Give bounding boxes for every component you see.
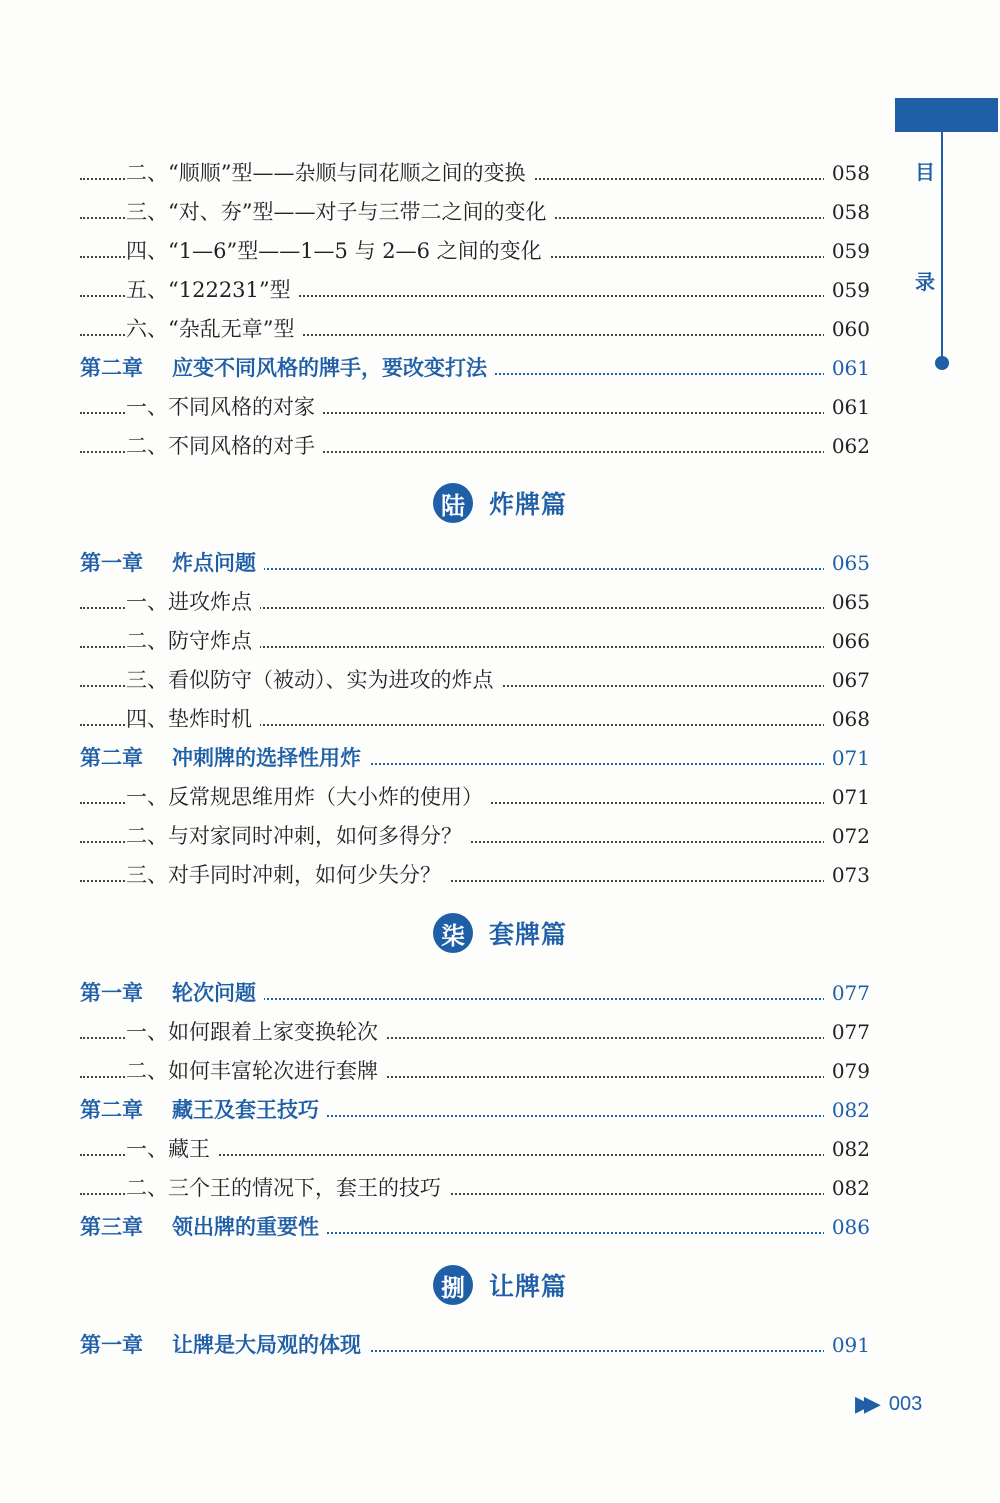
toc-section-entry[interactable] [0, 584, 1000, 620]
double-chevron-icon: ▶▶ [855, 1392, 873, 1417]
chapter-title: 炸点问题 [172, 551, 256, 575]
part-heading [0, 1265, 1000, 1309]
toc-page-number: 065 [824, 545, 870, 581]
toc-page-number: 077 [824, 975, 870, 1011]
toc-page-number: 079 [824, 1053, 870, 1089]
part-title: 套牌篇 [488, 920, 567, 949]
toc-entry-label: 一、反常规思维用炸（大小炸的使用） [126, 779, 491, 815]
toc-section-entry[interactable] [0, 623, 1000, 659]
side-tab-char: 录 [915, 270, 935, 294]
part-heading [0, 913, 1000, 957]
toc-page-number: 058 [824, 194, 870, 230]
toc-page-number: 072 [824, 818, 870, 854]
toc-entry-label: 二、如何丰富轮次进行套牌 [126, 1053, 386, 1089]
toc-page-number: 082 [824, 1170, 870, 1206]
toc-page-number: 062 [824, 428, 870, 464]
toc-section-entry[interactable] [0, 194, 1000, 230]
part-heading-inner [433, 483, 567, 523]
toc-entry-label: 四、“1—6”型——1—5 与 2—6 之间的变化 [126, 233, 550, 269]
chapter-title: 藏王及套王技巧 [172, 1098, 319, 1122]
toc-section-entry[interactable] [0, 233, 1000, 269]
chapter-title: 冲刺牌的选择性用炸 [172, 746, 361, 770]
chapter-title: 领出牌的重要性 [172, 1215, 319, 1239]
toc-entry-label: 三、对手同时冲刺，如何少失分？ [126, 857, 449, 893]
toc-page-number: 071 [824, 740, 870, 776]
toc-entry-label [80, 1209, 327, 1245]
toc-section-entry[interactable] [0, 428, 1000, 464]
chapter-number: 第二章 [80, 356, 143, 380]
chapter-number: 第一章 [80, 551, 143, 575]
toc-page-number: 059 [824, 272, 870, 308]
toc-entry-label: 五、“122231”型 [126, 272, 299, 308]
toc-section-entry[interactable] [0, 779, 1000, 815]
toc-entry-label [80, 545, 264, 581]
toc-entry-label: 六、“杂乱无章”型 [126, 311, 302, 347]
chapter-number: 第二章 [80, 746, 143, 770]
toc-page-number: 082 [824, 1092, 870, 1128]
part-heading-inner [433, 1265, 567, 1305]
toc-entry-label: 二、“顺顺”型——杂顺与同花顺之间的变换 [126, 155, 533, 191]
toc-entry-label [80, 975, 264, 1011]
page-footer [855, 1392, 922, 1417]
toc-page-number: 060 [824, 311, 870, 347]
part-title: 让牌篇 [488, 1272, 567, 1301]
toc-page-number: 067 [824, 662, 870, 698]
toc-chapter-entry[interactable] [0, 545, 1000, 581]
toc-section-entry[interactable] [0, 389, 1000, 425]
toc-page-number: 065 [824, 584, 870, 620]
toc-section-entry[interactable] [0, 857, 1000, 893]
part-heading-inner [433, 913, 567, 953]
toc-page-number: 071 [824, 779, 870, 815]
toc-section-entry[interactable] [0, 1170, 1000, 1206]
toc-entry-label: 四、垫炸时机 [126, 701, 260, 737]
toc-entry-label [80, 1092, 327, 1128]
toc-page-number: 058 [824, 155, 870, 191]
chapter-number: 第二章 [80, 1098, 143, 1122]
toc-chapter-entry[interactable] [0, 740, 1000, 776]
toc-page-number: 061 [824, 350, 870, 386]
chapter-title: 轮次问题 [172, 981, 256, 1005]
chapter-number: 第三章 [80, 1215, 143, 1239]
toc-entry-label: 一、进攻炸点 [126, 584, 260, 620]
toc-page-number: 086 [824, 1209, 870, 1245]
toc-chapter-entry[interactable] [0, 1327, 1000, 1363]
toc-entry-label: 三、看似防守（被动）、实为进攻的炸点 [126, 662, 502, 698]
toc-entry-label: 三、“对、夯”型——对子与三带二之间的变化 [126, 194, 554, 230]
toc-entry-label: 二、与对家同时冲刺，如何多得分？ [126, 818, 470, 854]
toc-section-entry[interactable] [0, 311, 1000, 347]
toc-chapter-entry[interactable] [0, 1092, 1000, 1128]
side-tab-char: 目 [915, 160, 935, 184]
part-badge: 柒 [433, 913, 473, 953]
toc-entry-label: 二、三个王的情况下，套王的技巧 [126, 1170, 449, 1206]
toc-page-number: 059 [824, 233, 870, 269]
toc-entry-label: 一、藏王 [126, 1131, 218, 1167]
toc-entry-label [80, 1327, 369, 1363]
part-heading [0, 483, 1000, 527]
toc-section-entry[interactable] [0, 818, 1000, 854]
toc-entry-label: 二、防守炸点 [126, 623, 260, 659]
chapter-number: 第一章 [80, 1333, 143, 1357]
chapter-title: 应变不同风格的牌手，要改变打法 [172, 356, 487, 380]
toc-entry-label [80, 350, 495, 386]
toc-entry-label: 一、不同风格的对家 [126, 389, 323, 425]
toc-section-entry[interactable] [0, 662, 1000, 698]
toc-chapter-entry[interactable] [0, 975, 1000, 1011]
toc-chapter-entry[interactable] [0, 1209, 1000, 1245]
part-badge: 捌 [433, 1265, 473, 1305]
toc-page-number: 061 [824, 389, 870, 425]
toc-entry-label: 二、不同风格的对手 [126, 428, 323, 464]
toc-entry-label: 一、如何跟着上家变换轮次 [126, 1014, 386, 1050]
toc-section-entry[interactable] [0, 1053, 1000, 1089]
chapter-title: 让牌是大局观的体现 [172, 1333, 361, 1357]
toc-section-entry[interactable] [0, 1131, 1000, 1167]
toc-section-entry[interactable] [0, 701, 1000, 737]
toc-page-number: 066 [824, 623, 870, 659]
toc-page-number: 073 [824, 857, 870, 893]
toc-entry-label [80, 740, 369, 776]
page-number: 003 [888, 1393, 923, 1415]
toc-page-number: 077 [824, 1014, 870, 1050]
toc-chapter-entry[interactable] [0, 350, 1000, 386]
part-title: 炸牌篇 [488, 490, 567, 519]
toc-page-number: 082 [824, 1131, 870, 1167]
toc-section-entry[interactable] [0, 272, 1000, 308]
toc-page-number: 068 [824, 701, 870, 737]
toc-section-entry[interactable] [0, 155, 1000, 191]
toc-page-number: 091 [824, 1327, 870, 1363]
toc-section-entry[interactable] [0, 1014, 1000, 1050]
part-badge: 陆 [433, 483, 473, 523]
chapter-number: 第一章 [80, 981, 143, 1005]
